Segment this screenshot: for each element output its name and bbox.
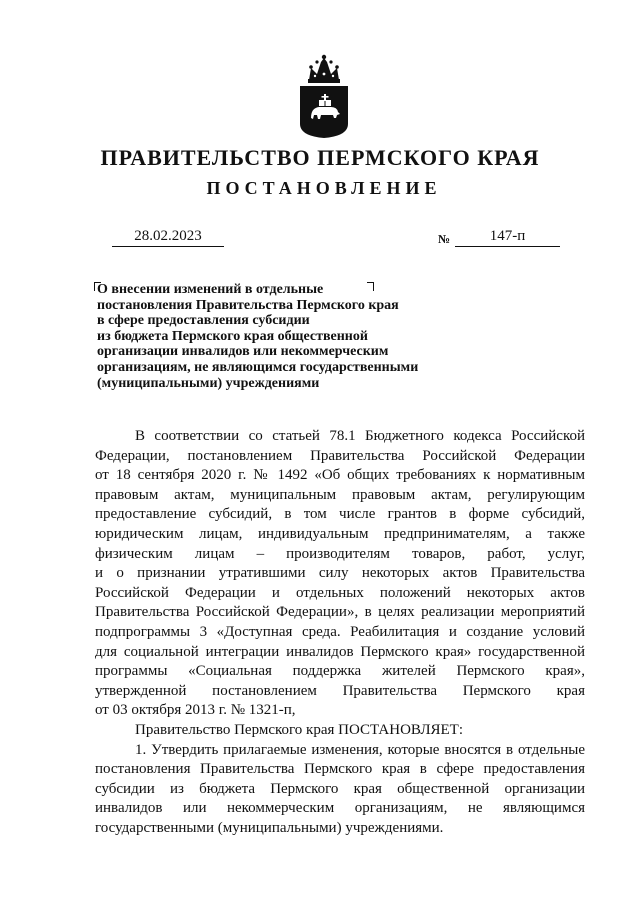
document-number: 147-п: [455, 228, 560, 247]
body-line: государственными (муниципальными) учреждениями.: [95, 819, 444, 836]
body-line: подпрограммы 3 «Доступная среда. Реабилитация и создание условий: [95, 623, 585, 640]
body-line: для социальной интеграции инвалидов Пермского края» государственной: [95, 643, 585, 660]
body-line: В соответствии со статьей 78.1 Бюджетного кодекса Российской: [135, 428, 585, 444]
subject-line: О внесении изменений в отдельные: [97, 282, 324, 297]
subject-line: из бюджета Пермского края общественной: [97, 328, 368, 344]
document-type: ПОСТАНОВЛЕНИЕ: [206, 178, 442, 198]
body-line: от 18 сентября 2020 г. № 1492 «Об общих требованиях к нормативным: [95, 467, 585, 484]
body-line: Российской Федерации и отдельных положений некоторых актов: [95, 584, 585, 601]
body-line: физическим лицам – производителям товаров, работ, услуг,: [95, 545, 585, 562]
body-line: 1. Утвердить прилагаемые изменения, которые вносятся в отдельные: [135, 741, 585, 758]
government-title: ПРАВИТЕЛЬСТВО ПЕРМСКОГО КРАЯ: [100, 145, 540, 170]
body-line: инвалидов или некоммерческим организациям, не являющимся: [95, 800, 585, 817]
subject-line: (муниципальными) учреждениями: [97, 375, 320, 391]
body-line: субсидии из бюджета Пермского края общественной организации: [95, 780, 585, 797]
body-line: постановления Правительства Пермского края в сфере предоставления: [95, 761, 585, 778]
body-line: и о признании утратившими силу некоторых актов Правительства: [95, 565, 585, 582]
body-line: Федерации, постановлением Правительства Российской Федерации: [95, 447, 585, 464]
document-subject: [97, 282, 477, 391]
document-body: [95, 427, 585, 838]
resolution-line: Правительство Пермского края ПОСТАНОВЛЯЕТ:: [135, 721, 464, 738]
shield-icon: [300, 86, 348, 138]
subject-line: в сфере предоставления субсидии: [97, 313, 310, 329]
subject-line: постановления Правительства Пермского края: [97, 297, 399, 313]
body-line: утвержденной постановлением Правительства Пермского края: [95, 682, 585, 699]
body-line: Правительства Российской Федерации», в целях реализации мероприятий: [95, 604, 585, 621]
body-line: программы «Социальная поддержка жителей Пермского края»,: [95, 663, 585, 680]
preamble-paragraph: [95, 427, 585, 721]
body-line: предоставление субсидий, в том числе грантов в форме субсидий,: [95, 506, 585, 523]
body-line: юридическим лицам, индивидуальным предпринимателям, а также: [95, 525, 585, 542]
coat-of-arms-emblem: [297, 52, 351, 138]
body-line: от 03 октября 2013 г. № 1321-п,: [95, 702, 296, 719]
body-line: правовым актам, муниципальным правовым актам, регулирующим: [95, 486, 585, 503]
document-date: 28.02.2023: [112, 228, 224, 247]
item-1-paragraph: [95, 741, 585, 839]
number-sign: №: [438, 232, 451, 246]
subject-line: организациям, не являющимся государственными: [97, 359, 419, 375]
crown-icon: [308, 55, 340, 83]
subject-line: организации инвалидов или некоммерческим: [97, 344, 389, 360]
